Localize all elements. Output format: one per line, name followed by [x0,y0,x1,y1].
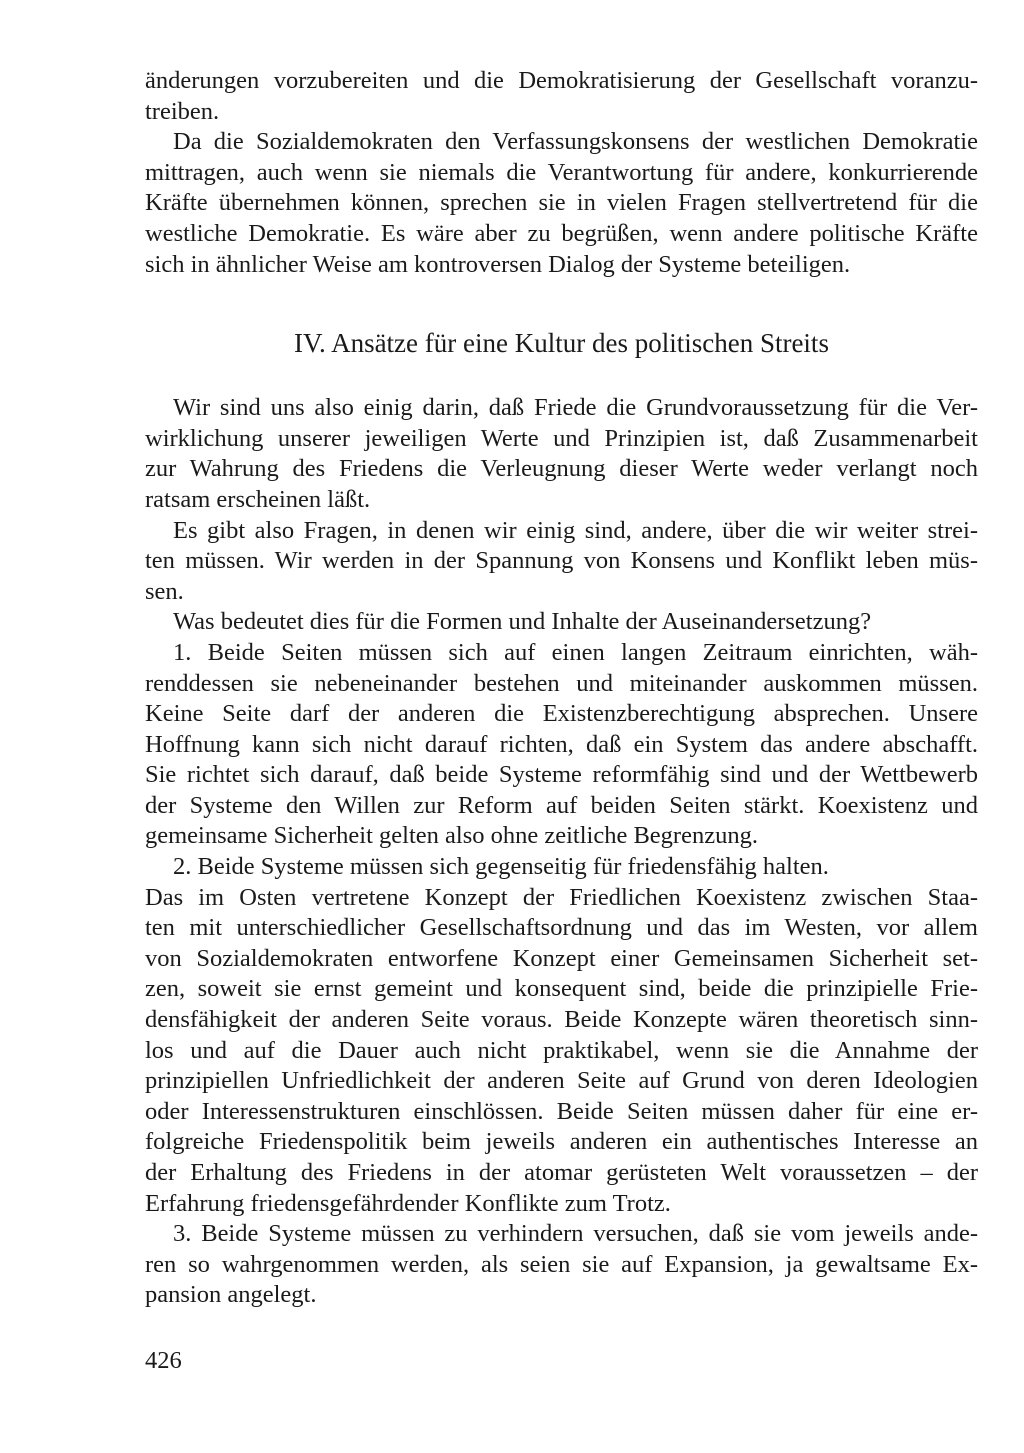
text-line: 2. Beide Systeme müssen sich gegenseitig für friedensfähig halten. [173,853,829,881]
paragraph [145,638,978,852]
text-line: Erfahrung friedensgefährdender Konflikte zum Trotz. [145,1189,671,1217]
paragraph [145,607,978,638]
text-line: 1. Beide Seiten müssen sich auf einen langen Zeitraum einrichten, wäh- [173,638,978,666]
text-line: densfähigkeit der anderen Seite voraus. Beide Konzepte wären theoretisch sinn- [145,1006,978,1034]
text-line: zen, soweit sie ernst gemeint und konsequent sind, beide die prinzipielle Frie- [145,975,978,1003]
text-line: Kräfte übernehmen können, sprechen sie in vielen Fragen stellvertretend für die [145,189,978,217]
text-line: folgreiche Friedenspolitik beim jeweils anderen ein authentisches Interesse an [145,1128,978,1156]
text-line: Es gibt also Fragen, in denen wir einig sind, andere, über die wir weiter strei- [173,516,978,544]
page-body [145,66,978,1311]
section-heading: IV. Ansätze für eine Kultur des politischen Streits [294,328,829,359]
text-line: Hoffnung kann sich nicht darauf richten, daß ein System das andere abschafft. [145,730,978,758]
text-line: treiben. [145,97,220,125]
paragraph [145,516,978,608]
text-line: Keine Seite darf der anderen die Existenzberechtigung absprechen. Unsere [145,700,978,728]
paragraph [145,1219,978,1311]
text-line: los und auf die Dauer auch nicht praktikabel, wenn sie die Annahme der [145,1036,978,1064]
text-line: gemeinsame Sicherheit gelten also ohne zeitliche Begrenzung. [145,822,758,850]
page-number: 426 [145,1347,182,1374]
text-line: Was bedeutet dies für die Formen und Inhalte der Auseinandersetzung? [173,608,872,636]
text-line: Da die Sozialdemokraten den Verfassungskonsens der westlichen Demokratie [173,128,978,156]
text-line: mittragen, auch wenn sie niemals die Verantwortung für andere, konkurrierende [145,158,978,186]
text-line: Wir sind uns also einig darin, daß Friede die Grundvoraussetzung für die Ver- [173,394,978,422]
text-line: änderungen vorzubereiten und die Demokratisierung der Gesellschaft voranzu- [145,67,978,94]
text-line: pansion angelegt. [145,1281,317,1309]
text-line: prinzipiellen Unfriedlichkeit der anderen Seite auf Grund von deren Ideologien [145,1067,978,1095]
paragraph [145,127,978,280]
paragraph [145,393,978,515]
text-line: wirklichung unserer jeweiligen Werte und Prinzipien ist, daß Zusammenarbeit [145,424,978,452]
text-line: renddessen sie nebeneinander bestehen und miteinander auskommen müssen. [145,669,978,697]
text-line: von Sozialdemokraten entworfene Konzept einer Gemeinsamen Sicherheit set- [145,944,978,972]
text-line: ten mit unterschiedlicher Gesellschaftsordnung und das im Westen, vor allem [145,914,978,942]
paragraph [145,852,978,883]
text-line: Sie richtet sich darauf, daß beide Systeme reformfähig sind und der Wettbewerb [145,761,978,789]
text-line: ten müssen. Wir werden in der Spannung von Konsens und Konflikt leben müs- [145,547,978,575]
text-line: 3. Beide Systeme müssen zu verhindern versuchen, daß sie vom jeweils ande- [173,1220,978,1248]
text-block-top [145,66,978,280]
text-line: sen. [145,577,184,605]
paragraph [145,66,978,127]
text-line: sich in ähnlicher Weise am kontroversen Dialog der Systeme beteiligen. [145,250,851,278]
text-line: ren so wahrgenommen werden, als seien sie auf Expansion, ja gewaltsame Ex- [145,1250,978,1278]
text-line: Das im Osten vertretene Konzept der Friedlichen Koexistenz zwischen Staa- [145,883,978,911]
text-line: westliche Demokratie. Es wäre aber zu begrüßen, wenn andere politische Kräfte [145,219,978,247]
text-line: der Erhaltung des Friedens in der atomar gerüsteten Welt voraussetzen – der [145,1159,978,1186]
text-line: ratsam erscheinen läßt. [145,485,371,513]
paragraph [145,883,978,1220]
text-line: der Systeme den Willen zur Reform auf beiden Seiten stärkt. Koexistenz und [145,791,978,819]
text-block-bottom [145,393,978,1311]
text-line: zur Wahrung des Friedens die Verleugnung dieser Werte weder verlangt noch [145,455,978,483]
text-line: oder Interessenstrukturen einschlössen. Beide Seiten müssen daher für eine er- [145,1097,978,1125]
